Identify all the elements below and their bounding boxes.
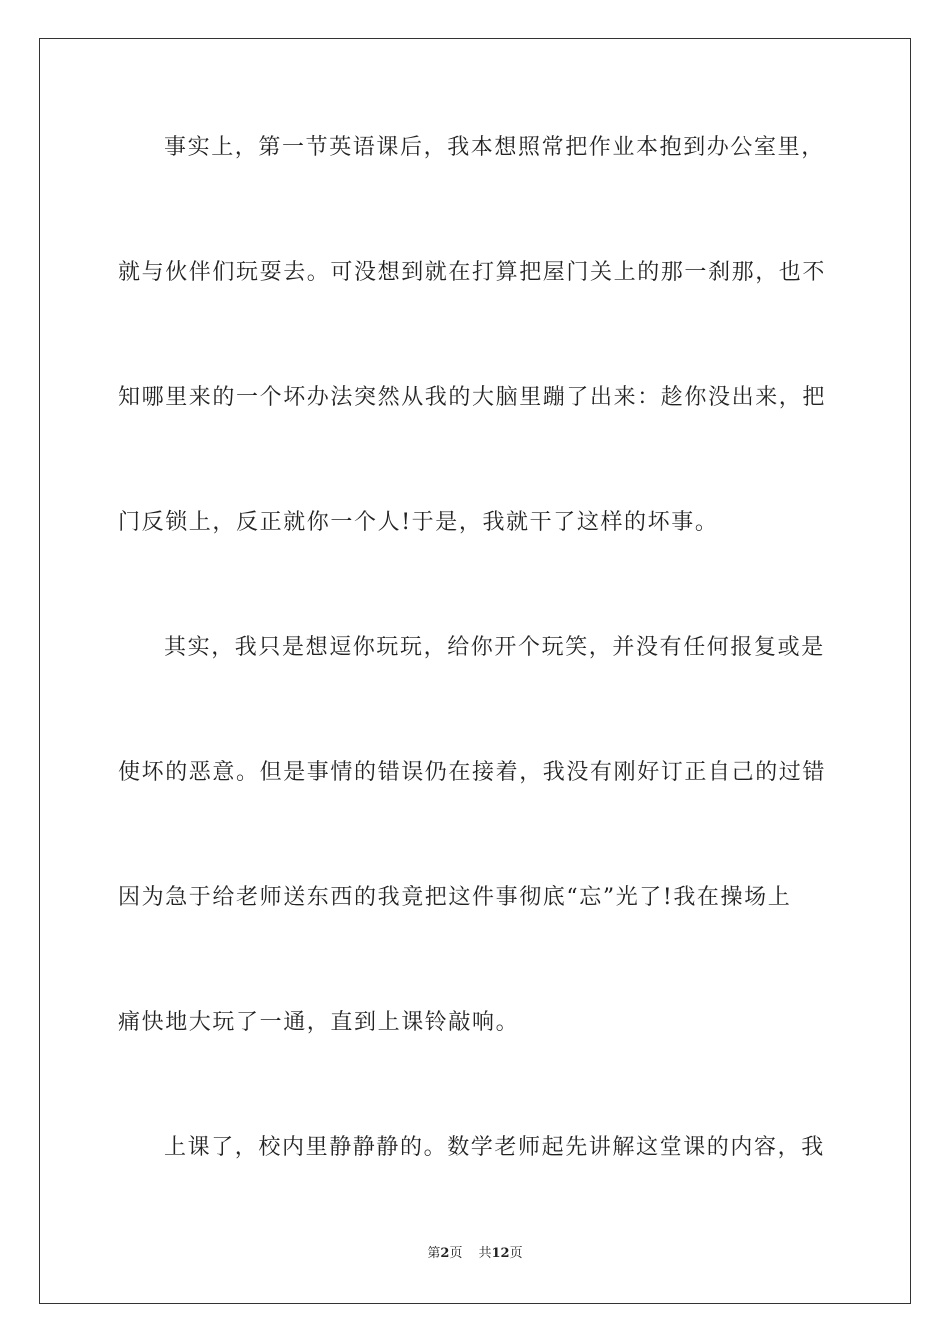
page-border bbox=[39, 38, 911, 1304]
total-pages-number: 12 bbox=[491, 1246, 510, 1261]
paragraph-2-line-2: 使坏的恶意。但是事情的错误仍在接着，我没有刚好订正自己的过错 bbox=[118, 760, 827, 785]
paragraph-2-line-4: 痛快地大玩了一通，直到上课铃敲响。 bbox=[118, 1010, 520, 1035]
current-page-number: 2 bbox=[440, 1246, 450, 1261]
paragraph-1-line-1: 事实上，第一节英语课后，我本想照常把作业本抱到办公室里， bbox=[164, 135, 825, 160]
page-number-prefix: 第 bbox=[427, 1246, 441, 1261]
paragraph-2-line-3: 因为急于给老师送东西的我竟把这件事彻底“忘”光了!我在操场上 bbox=[118, 885, 792, 910]
paragraph-1-line-3: 知哪里来的一个坏办法突然从我的大脑里蹦了出来：趁你没出来，把 bbox=[118, 385, 827, 410]
paragraph-1-line-2: 就与伙伴们玩耍去。可没想到就在打算把屋门关上的那一刹那，也不 bbox=[118, 260, 827, 285]
paragraph-3-line-1: 上课了，校内里静静静的。数学老师起先讲解这堂课的内容，我 bbox=[164, 1135, 825, 1160]
page-footer bbox=[0, 1245, 950, 1263]
total-pages-suffix: 页 bbox=[509, 1246, 523, 1261]
page-number-suffix: 页 bbox=[449, 1246, 463, 1261]
paragraph-2-line-1: 其实，我只是想逗你玩玩，给你开个玩笑，并没有任何报复或是 bbox=[164, 635, 825, 660]
paragraph-1-line-4: 门反锁上，反正就你一个人!于是，我就干了这样的坏事。 bbox=[118, 510, 719, 535]
total-pages-prefix: 共 bbox=[478, 1246, 492, 1261]
